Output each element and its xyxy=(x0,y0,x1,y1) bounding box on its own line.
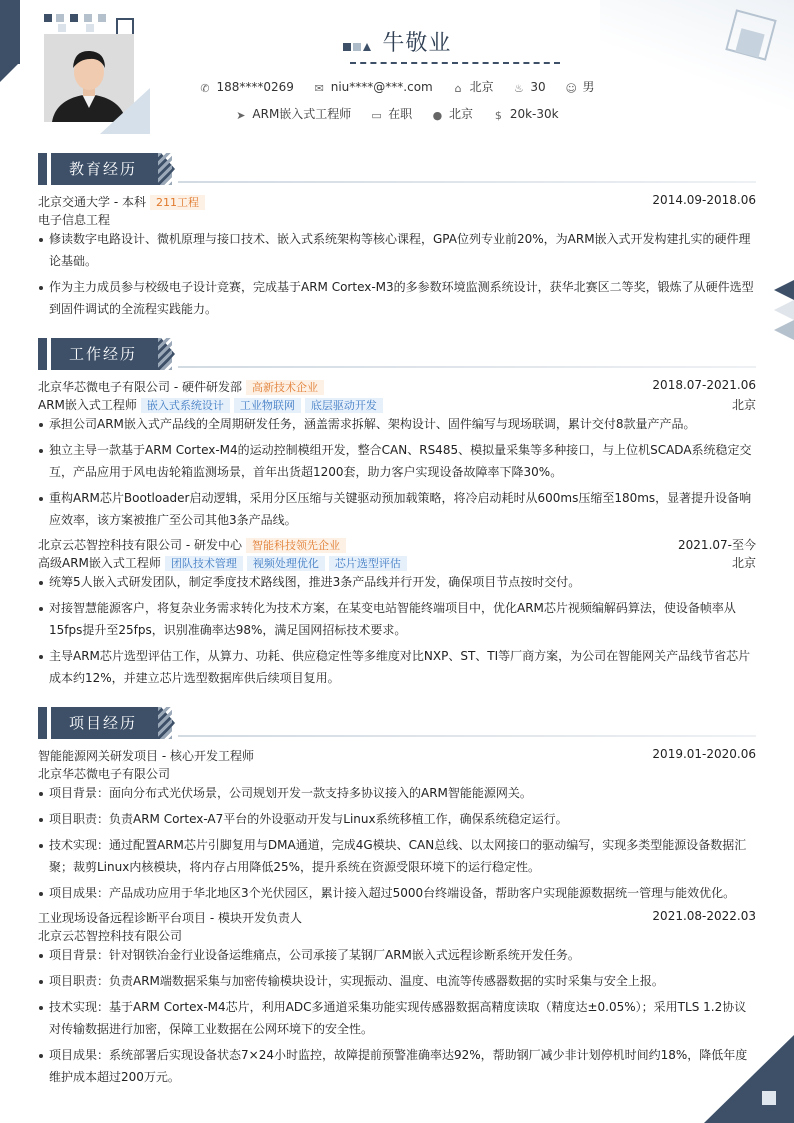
corner-decoration xyxy=(704,1035,794,1123)
skill-tag: 嵌入式系统设计 xyxy=(141,398,230,413)
cake-icon: ♨ xyxy=(513,82,524,95)
list-item: 项目成果：系统部署后实现设备状态7×24小时监控，故障提前预警准确率达92%，帮助钢厂减少非计划停机时间约18%，降低年度维护成本超过200万元。 xyxy=(38,1044,756,1088)
gender-icon: ☺ xyxy=(565,82,577,95)
list-item: 项目背景：面向分布式光伏场景，公司规划开发一款支持多协议接入的ARM智能能源网关。 xyxy=(38,782,756,804)
square-decoration xyxy=(70,14,78,22)
school-name: 北京交通大学 - 本科 xyxy=(38,195,146,209)
email-icon: ✉ xyxy=(314,82,324,95)
section-title: 项目经历 xyxy=(51,707,161,739)
city-value: 北京 xyxy=(448,107,473,121)
school-tag: 211工程 xyxy=(150,195,205,210)
send-icon: ➤ xyxy=(236,109,246,122)
side-decoration xyxy=(774,280,794,300)
education-date: 2014.09-2018.06 xyxy=(652,193,756,207)
briefcase-icon: ▭ xyxy=(371,109,382,122)
list-item: 作为主力成员参与校级电子设计竞赛，完成基于ARM Cortex-M3的多参数环境监测系统设计，获华北赛区二等奖，锻炼了从硬件选型到固件调试的全流程实践能力。 xyxy=(38,276,756,320)
section-header-work xyxy=(38,338,756,370)
list-item: 项目背景：针对钢铁冶金行业设备运维痛点，公司承接了某钢厂ARM嵌入式远程诊断系统开发任务。 xyxy=(38,944,756,966)
contact-info-row xyxy=(0,78,794,95)
list-item: 项目职责：负责ARM端数据采集与加密传输模块设计，实现振动、温度、电流等传感器数据的实时采集与安全上报。 xyxy=(38,970,756,992)
list-item: 修读数字电路设计、微机原理与接口技术、嵌入式系统架构等核心课程，GPA位列专业前20%，为ARM嵌入式开发构建扎实的硬件理论基础。 xyxy=(38,228,756,272)
salary-value: 20k-30k xyxy=(509,107,559,121)
education-header xyxy=(38,193,756,210)
skill-tag: 工业物联网 xyxy=(234,398,301,413)
list-item: 技术实现：基于ARM Cortex-M4芯片，利用ADC多通道采集功能实现传感器数据高精度读取（精度达±0.05%）；采用TLS 1.2协议对传输数据进行加密，保障工业数据在公网环境下的安全性。 xyxy=(38,996,756,1040)
job-target-value: ARM嵌入式工程师 xyxy=(252,107,352,121)
location-value: 北京 xyxy=(469,80,494,94)
skill-tag: 底层驱动开发 xyxy=(305,398,383,413)
home-icon: ⌂ xyxy=(454,82,462,95)
side-decoration xyxy=(774,300,794,320)
project-date: 2021.08-2022.03 xyxy=(652,909,756,923)
job-role-row xyxy=(38,396,756,413)
skill-tag: 芯片选型评估 xyxy=(329,556,407,571)
list-item: 项目职责：负责ARM Cortex-A7平台的外设驱动开发与Linux系统移植工作，确保系统稳定运行。 xyxy=(38,808,756,830)
job-location: 北京 xyxy=(731,398,756,412)
project-name: 工业现场设备远程诊断平台项目 - 模块开发负责人 xyxy=(38,911,302,925)
list-item: 主导ARM芯片选型评估工作，从算力、功耗、供应稳定性等多维度对比NXP、ST、TI等厂商方案，为公司在智能网关产品线节省芯片成本约12%，并建立芯片选型数据库供后续项目复用。 xyxy=(38,645,756,689)
skill-tag: 团队技术管理 xyxy=(165,556,243,571)
square-decoration xyxy=(44,14,52,22)
project-header xyxy=(38,747,756,764)
project-org: 北京华芯微电子有限公司 xyxy=(38,767,171,781)
section-title: 工作经历 xyxy=(51,338,161,370)
job-intent-row xyxy=(0,105,794,122)
side-decoration xyxy=(774,320,794,340)
square-decoration xyxy=(98,14,106,22)
list-item: 统筹5人嵌入式研发团队，制定季度技术路线图，推进3条产品线并行开发，确保项目节点按时交付。 xyxy=(38,571,756,593)
section-title: 教育经历 xyxy=(51,153,161,185)
name-row xyxy=(0,26,794,57)
job-date: 2021.07-至今 xyxy=(678,538,756,552)
email-value: niu****@***.com xyxy=(330,80,433,94)
job-role: 高级ARM嵌入式工程师 xyxy=(38,556,161,570)
job-location: 北京 xyxy=(731,556,756,570)
list-item: 承担公司ARM嵌入式产品线的全周期研发任务，涵盖需求拆解、架构设计、固件编写与现场联调，累计交付8款量产产品。 xyxy=(38,413,756,435)
company-name: 北京华芯微电子有限公司 - 硬件研发部 xyxy=(38,380,242,394)
job-role-row xyxy=(38,554,756,571)
list-item: 重构ARM芯片Bootloader启动逻辑，采用分区压缩与关键驱动预加载策略，将冷启动耗时从600ms压缩至180ms，显著提升设备响应效率，该方案被推广至公司其他3条产品线。 xyxy=(38,487,756,531)
phone-value: 188****0269 xyxy=(216,80,294,94)
section-header-projects xyxy=(38,707,756,739)
name-underline xyxy=(350,62,560,64)
money-icon: $ xyxy=(494,109,502,122)
list-item: 对接智慧能源客户，将复杂业务需求转化为技术方案，在某变电站智能终端项目中，优化ARM芯片视频编解码算法，使设备帧率从15fps提升至25fps，识别准确率达98%，满足国网招标技术要求。 xyxy=(38,597,756,641)
age-value: 30 xyxy=(530,80,546,94)
company-name: 北京云芯智控科技有限公司 - 研发中心 xyxy=(38,538,242,552)
list-item: 独立主导一款基于ARM Cortex-M4的运动控制模组开发，整合CAN、RS485、模拟量采集等多种接口，与上位机SCADA系统稳定交互，产品应用于风电齿轮箱监测场景，首年出货超1200套，助力客户实现设备故障率下降30%。 xyxy=(38,439,756,483)
project-date: 2019.01-2020.06 xyxy=(652,747,756,761)
job-date: 2018.07-2021.06 xyxy=(652,378,756,392)
map-pin-icon: ● xyxy=(432,109,443,122)
square-decoration xyxy=(84,14,92,22)
section-header-education xyxy=(38,153,756,185)
candidate-name: 牛敬业 xyxy=(382,31,452,56)
square-decoration xyxy=(56,14,64,22)
project-name: 智能能源网关研发项目 - 核心开发工程师 xyxy=(38,749,254,763)
status-value: 在职 xyxy=(388,107,413,121)
gender-value: 男 xyxy=(582,80,595,94)
list-item: 项目成果：产品成功应用于华北地区3个光伏园区，累计接入超过5000台终端设备，帮助客户实现能源数据统一管理与能效优化。 xyxy=(38,882,756,904)
job-header xyxy=(38,536,756,553)
phone-icon: ✆ xyxy=(200,82,210,95)
project-header xyxy=(38,909,756,926)
job-header xyxy=(38,378,756,395)
company-tag: 智能科技领先企业 xyxy=(246,538,346,553)
project-org: 北京云芯智控科技有限公司 xyxy=(38,929,183,943)
company-tag: 高新技术企业 xyxy=(246,380,324,395)
job-role: ARM嵌入式工程师 xyxy=(38,398,137,412)
square-decoration xyxy=(762,1091,776,1105)
list-item: 技术实现：通过配置ARM芯片引脚复用与DMA通道，完成4G模块、CAN总线、以太网接口的驱动编写，实现多类型能源设备数据汇聚；裁剪Linux内核模块，将内存占用降低25%，提升系统在资源受限环境下的运行稳定性。 xyxy=(38,834,756,878)
name-marks-icon xyxy=(343,40,373,54)
major: 电子信息工程 xyxy=(38,213,111,227)
skill-tag: 视频处理优化 xyxy=(247,556,325,571)
